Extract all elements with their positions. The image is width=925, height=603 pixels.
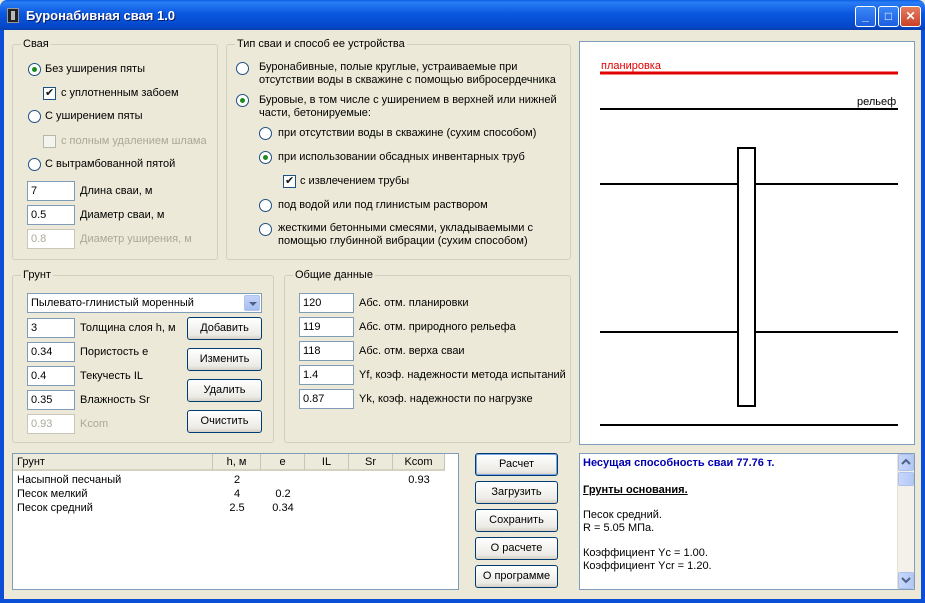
result-coef-yc: Коэффициент Yc = 1.00.	[583, 547, 708, 559]
title-bar[interactable]	[0, 0, 925, 30]
pile-diagram	[579, 41, 915, 445]
widening-diameter-label: Диаметр уширения, м	[80, 233, 192, 245]
clear-soil-button[interactable]: Очистить	[187, 410, 262, 433]
column-header-soil[interactable]: Грунт	[13, 454, 213, 471]
radio-bored-hollow[interactable]	[236, 62, 249, 75]
chevron-down-icon	[899, 573, 913, 588]
load-button[interactable]: Загрузить	[475, 481, 558, 504]
radio-under-water[interactable]	[259, 199, 272, 212]
relief-mark-label: Абс. отм. природного рельефа	[359, 321, 516, 333]
radio-dry-method-label: при отсутствии воды в скважине (сухим способом)	[278, 127, 537, 139]
table-row[interactable]	[13, 502, 453, 516]
layer-thickness-input[interactable]: 3	[27, 318, 75, 338]
pile-length-input[interactable]: 7	[27, 181, 75, 201]
cell-kcom: 0.93	[408, 474, 430, 486]
column-header-e[interactable]: e	[261, 454, 305, 471]
radio-bored-hollow-label: Буронабивные, полые круглые, устраиваемые при отсутствии воды в скважине с помощью вибросердечника	[259, 61, 556, 86]
fluidity-input[interactable]: 0.4	[27, 366, 75, 386]
pile-top-mark-label: Абс. отм. верха сваи	[359, 345, 465, 357]
scroll-up-button[interactable]	[898, 454, 914, 471]
soil-type-select[interactable]	[27, 293, 262, 313]
check-full-sludge-removal[interactable]	[43, 135, 56, 148]
maximize-button[interactable]	[878, 6, 899, 27]
soil-group-title: Грунт	[23, 269, 51, 281]
column-header-sr[interactable]: Sr	[349, 454, 393, 471]
radio-casing-pipes-label: при использовании обсадных инвентарных труб	[278, 151, 525, 163]
pile-diameter-input[interactable]: 0.5	[27, 205, 75, 225]
layer-thickness-label: Толщина слоя h, м	[80, 322, 176, 334]
table-row[interactable]	[13, 488, 453, 502]
check-compacted-bottom-label: с уплотненным забоем	[61, 87, 179, 99]
porosity-label: Пористость е	[80, 346, 149, 358]
table-row[interactable]	[13, 474, 453, 488]
cell-e: 0.2	[275, 488, 291, 500]
fluidity-label: Текучесть IL	[80, 370, 144, 382]
pile-length-label: Длина сваи, м	[80, 185, 153, 197]
scroll-thumb[interactable]	[898, 472, 914, 486]
radio-under-water-label: под водой или под глинистым раствором	[278, 199, 488, 211]
radio-casing-pipes[interactable]	[259, 151, 272, 164]
relief-label: рельеф	[857, 96, 897, 108]
radio-widening[interactable]	[28, 110, 41, 123]
results-scrollbar[interactable]	[897, 454, 914, 589]
table-header	[13, 454, 458, 471]
column-header-h[interactable]: h, м	[213, 454, 261, 471]
save-button[interactable]: Сохранить	[475, 509, 558, 532]
radio-dry-method[interactable]	[259, 127, 272, 140]
pile-type-group-title: Тип сваи и способ ее устройства	[237, 38, 405, 50]
kcom-label: Kcom	[80, 418, 109, 430]
yk-coef-input[interactable]: 0.87	[299, 389, 354, 409]
result-r-value: R = 5.05 МПа.	[583, 522, 655, 534]
planning-label: планировка	[601, 60, 661, 72]
pile-group	[12, 38, 218, 260]
window-title: Буронабивная свая 1.0	[26, 8, 176, 23]
about-app-button[interactable]: О программе	[475, 565, 558, 588]
minimize-button[interactable]	[855, 6, 876, 27]
close-button[interactable]	[900, 6, 921, 27]
column-header-il[interactable]: IL	[305, 454, 349, 471]
column-header-kcom[interactable]: Kcom	[393, 454, 445, 471]
edit-soil-button[interactable]: Изменить	[187, 348, 262, 371]
radio-no-widening[interactable]	[28, 63, 41, 76]
radio-rammed-heel-label: С вытрамбованной пятой	[45, 158, 176, 170]
cell-soil: Насыпной песчаный	[17, 474, 122, 486]
result-coef-ycr: Коэффициент Ycr = 1.20.	[583, 560, 712, 572]
pile-diagram-canvas	[580, 42, 914, 444]
planning-mark-label: Абс. отм. планировки	[359, 297, 469, 309]
radio-bored-concreted-label: Буровые, в том числе с уширением в верхней или нижней части, бетонируемые:	[259, 94, 557, 119]
pile-diameter-label: Диаметр сваи, м	[80, 209, 165, 221]
cell-h: 4	[233, 488, 241, 500]
cell-h: 2.5	[229, 502, 245, 514]
moisture-input[interactable]: 0.35	[27, 390, 75, 410]
minimize-icon: _	[862, 9, 869, 23]
add-soil-button[interactable]: Добавить	[187, 317, 262, 340]
chevron-down-icon[interactable]	[244, 295, 260, 311]
cell-soil: Песок средний	[17, 502, 93, 514]
radio-rammed-heel[interactable]	[28, 158, 41, 171]
check-pipe-extraction[interactable]	[283, 175, 296, 188]
pile-group-title: Свая	[23, 38, 49, 50]
yf-coef-label: Yf, коэф. надежности метода испытаний	[359, 369, 566, 381]
general-data-group-title: Общие данные	[295, 269, 373, 281]
check-full-sludge-removal-label: с полным удалением шлама	[61, 135, 207, 147]
kcom-input[interactable]: 0.93	[27, 414, 75, 434]
results-panel[interactable]	[579, 453, 915, 590]
maximize-icon: □	[884, 9, 893, 23]
check-pipe-extraction-label: с извлечением трубы	[300, 175, 410, 187]
cell-e: 0.34	[272, 502, 294, 514]
about-calc-button[interactable]: О расчете	[475, 537, 558, 560]
result-soil: Песок средний.	[583, 509, 662, 521]
yf-coef-input[interactable]: 1.4	[299, 365, 354, 385]
radio-stiff-concrete-label: жесткими бетонными смесями, укладываемыми с помощью глубинной вибрации (сухим способом)	[278, 222, 533, 247]
delete-soil-button[interactable]: Удалить	[187, 379, 262, 402]
chevron-up-icon	[899, 455, 913, 470]
calculate-button[interactable]: Расчет	[475, 453, 558, 476]
scroll-down-button[interactable]	[898, 572, 914, 589]
porosity-input[interactable]: 0.34	[27, 342, 75, 362]
app-icon[interactable]	[7, 8, 19, 23]
radio-bored-concreted[interactable]	[236, 94, 249, 107]
radio-stiff-concrete[interactable]	[259, 223, 272, 236]
yk-coef-label: Yk, коэф. надежности по нагрузке	[359, 393, 533, 405]
bearing-capacity-headline: Несущая способность сваи 77.76 т.	[583, 457, 775, 469]
relief-mark-input[interactable]: 119	[299, 317, 354, 337]
planning-mark-input[interactable]: 120	[299, 293, 354, 313]
widening-diameter-input[interactable]: 0.8	[27, 229, 75, 249]
check-compacted-bottom[interactable]	[43, 87, 56, 100]
close-icon: ✕	[905, 9, 916, 23]
pile-shape	[738, 148, 755, 406]
radio-widening-label: С уширением пяты	[45, 110, 143, 122]
pile-top-mark-input[interactable]: 118	[299, 341, 354, 361]
radio-no-widening-label: Без уширения пяты	[45, 63, 145, 75]
soil-type-value: Пылевато-глинистый моренный	[31, 297, 194, 309]
moisture-label: Влажность Sr	[80, 394, 150, 406]
cell-h: 2	[233, 474, 241, 486]
cell-soil: Песок мелкий	[17, 488, 88, 500]
soil-layers-table[interactable]	[12, 453, 459, 590]
foundation-soils-heading: Грунты основания.	[583, 484, 688, 496]
